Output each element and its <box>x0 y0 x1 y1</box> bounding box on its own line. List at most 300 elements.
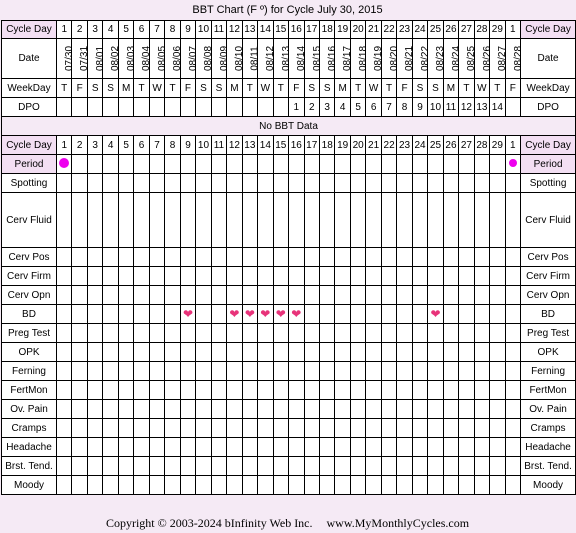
dpo-cell <box>273 98 288 117</box>
cerv-firm-cell <box>459 267 474 286</box>
spotting-label-right: Spotting <box>521 174 576 193</box>
brst-tend-cell <box>289 457 304 476</box>
bd-cell <box>459 305 474 324</box>
period-cell <box>412 155 427 174</box>
ov-pain-cell <box>180 400 195 419</box>
preg-test-cell <box>490 324 505 343</box>
cycle-day-2-cell: 4 <box>103 136 118 155</box>
weekday-cell: W <box>366 79 381 98</box>
brst-tend-cell <box>72 457 87 476</box>
cramps-cell <box>149 419 164 438</box>
ferning-cell <box>149 362 164 381</box>
cycle-day-2-cell: 8 <box>165 136 180 155</box>
period-label-left: Period <box>2 155 57 174</box>
cycle-day-2-cell: 9 <box>180 136 195 155</box>
cerv-pos-cell <box>149 248 164 267</box>
cerv-opn-cell <box>459 286 474 305</box>
dpo-cell: 11 <box>443 98 458 117</box>
headache-cell <box>258 438 273 457</box>
cerv-firm-cell <box>72 267 87 286</box>
brst-tend-cell <box>397 457 412 476</box>
period-cell <box>505 155 520 174</box>
cerv-pos-cell <box>474 248 489 267</box>
fertmon-label-right: FertMon <box>521 381 576 400</box>
opk-cell <box>118 343 133 362</box>
weekday-label-left: WeekDay <box>2 79 57 98</box>
dpo-cell <box>57 98 72 117</box>
ov-pain-cell <box>304 400 319 419</box>
cerv-firm-cell <box>165 267 180 286</box>
cerv-firm-cell <box>397 267 412 286</box>
spotting-cell <box>72 174 87 193</box>
dpo-cell: 4 <box>335 98 350 117</box>
moody-label-right: Moody <box>521 476 576 495</box>
cerv-opn-cell <box>258 286 273 305</box>
weekday-cell: M <box>227 79 242 98</box>
preg-test-cell <box>118 324 133 343</box>
fertmon-cell <box>428 381 443 400</box>
preg-test-cell <box>381 324 396 343</box>
cramps-cell <box>72 419 87 438</box>
date-text: 08/12 <box>265 45 277 72</box>
cerv-opn-cell <box>490 286 505 305</box>
moody-cell <box>428 476 443 495</box>
spotting-cell <box>381 174 396 193</box>
cramps-cell <box>443 419 458 438</box>
dpo-label-right: DPO <box>521 98 576 117</box>
cerv-fluid-cell <box>211 193 226 248</box>
headache-cell <box>118 438 133 457</box>
cycle-day-2-cell: 2 <box>72 136 87 155</box>
date-cell <box>57 39 76 79</box>
moody-cell <box>289 476 304 495</box>
opk-cell <box>134 343 149 362</box>
fertmon-cell <box>196 381 211 400</box>
cerv-pos-label-right: Cerv Pos <box>521 248 576 267</box>
cerv-fluid-cell <box>381 193 396 248</box>
cycle-day-cell: 18 <box>319 21 334 39</box>
period-cell <box>459 155 474 174</box>
moody-cell <box>134 476 149 495</box>
fertmon-row <box>2 381 576 400</box>
cerv-fluid-cell <box>335 193 350 248</box>
cerv-pos-cell <box>165 248 180 267</box>
fertmon-cell <box>165 381 180 400</box>
cerv-fluid-cell <box>289 193 304 248</box>
date-text: 08/18 <box>357 45 369 72</box>
fertmon-cell <box>335 381 350 400</box>
cerv-opn-cell <box>211 286 226 305</box>
cerv-fluid-cell <box>474 193 489 248</box>
spotting-cell <box>428 174 443 193</box>
cerv-pos-cell <box>304 248 319 267</box>
preg-test-cell <box>428 324 443 343</box>
weekday-cell: S <box>304 79 319 98</box>
moody-cell <box>242 476 257 495</box>
preg-test-label-left: Preg Test <box>2 324 57 343</box>
period-cell <box>103 155 118 174</box>
dpo-cell: 10 <box>428 98 443 117</box>
headache-cell <box>165 438 180 457</box>
moody-cell <box>459 476 474 495</box>
heart-icon: ❤ <box>275 306 286 321</box>
spotting-cell <box>335 174 350 193</box>
cramps-cell <box>134 419 149 438</box>
cerv-opn-label-right: Cerv Opn <box>521 286 576 305</box>
dpo-cell: 9 <box>412 98 427 117</box>
cycle-day-cell: 26 <box>443 21 458 39</box>
headache-cell <box>490 438 505 457</box>
dpo-cell <box>118 98 133 117</box>
weekday-cell: F <box>505 79 520 98</box>
cycle-day-2-label-left: Cycle Day <box>2 136 57 155</box>
period-cell <box>289 155 304 174</box>
ferning-cell <box>304 362 319 381</box>
cerv-opn-cell <box>350 286 365 305</box>
headache-label-left: Headache <box>2 438 57 457</box>
spotting-cell <box>319 174 334 193</box>
period-cell <box>149 155 164 174</box>
brst-tend-cell <box>335 457 350 476</box>
cramps-cell <box>227 419 242 438</box>
cycle-day-2-cell: 12 <box>227 136 242 155</box>
dpo-cell <box>72 98 87 117</box>
ov-pain-row <box>2 400 576 419</box>
brst-tend-cell <box>366 457 381 476</box>
opk-cell <box>474 343 489 362</box>
cycle-day-cell: 11 <box>211 21 226 39</box>
moody-cell <box>335 476 350 495</box>
period-cell <box>474 155 489 174</box>
date-row <box>2 39 576 79</box>
headache-cell <box>459 438 474 457</box>
cramps-cell <box>335 419 350 438</box>
cramps-cell <box>366 419 381 438</box>
preg-test-cell <box>242 324 257 343</box>
period-cell <box>242 155 257 174</box>
cerv-opn-cell <box>335 286 350 305</box>
cerv-fluid-cell <box>258 193 273 248</box>
weekday-cell: T <box>381 79 396 98</box>
period-cell <box>490 155 505 174</box>
headache-cell <box>350 438 365 457</box>
fertmon-label-left: FertMon <box>2 381 57 400</box>
ferning-cell <box>366 362 381 381</box>
cerv-fluid-cell <box>149 193 164 248</box>
cerv-pos-cell <box>459 248 474 267</box>
fertmon-cell <box>103 381 118 400</box>
bd-cell <box>412 305 427 324</box>
headache-cell <box>428 438 443 457</box>
cramps-cell <box>304 419 319 438</box>
weekday-row <box>2 79 576 98</box>
dpo-cell <box>505 98 520 117</box>
bd-cell <box>289 305 304 324</box>
headache-cell <box>134 438 149 457</box>
spotting-row <box>2 174 576 193</box>
cycle-day-2-cell: 21 <box>366 136 381 155</box>
preg-test-cell <box>474 324 489 343</box>
cramps-cell <box>289 419 304 438</box>
cerv-fluid-cell <box>304 193 319 248</box>
period-cell <box>304 155 319 174</box>
fertmon-cell <box>366 381 381 400</box>
cerv-opn-label-left: Cerv Opn <box>2 286 57 305</box>
bd-label-right: BD <box>521 305 576 324</box>
cerv-pos-cell <box>87 248 102 267</box>
cerv-opn-cell <box>87 286 102 305</box>
cerv-pos-cell <box>242 248 257 267</box>
cycle-day-2-cell: 20 <box>350 136 365 155</box>
cerv-opn-cell <box>180 286 195 305</box>
period-row <box>2 155 576 174</box>
moody-cell <box>211 476 226 495</box>
cerv-firm-cell <box>87 267 102 286</box>
cerv-pos-cell <box>273 248 288 267</box>
ov-pain-cell <box>118 400 133 419</box>
cerv-pos-label-left: Cerv Pos <box>2 248 57 267</box>
opk-cell <box>273 343 288 362</box>
cerv-opn-cell <box>397 286 412 305</box>
heart-icon: ❤ <box>260 306 271 321</box>
period-cell <box>443 155 458 174</box>
date-text: 08/15 <box>311 45 323 72</box>
weekday-cell: F <box>289 79 304 98</box>
cycle-grid <box>1 20 576 495</box>
preg-test-cell <box>149 324 164 343</box>
ferning-cell <box>428 362 443 381</box>
weekday-cell: T <box>490 79 505 98</box>
brst-tend-cell <box>180 457 195 476</box>
spotting-cell <box>227 174 242 193</box>
spotting-cell <box>87 174 102 193</box>
cycle-day-cell: 7 <box>149 21 164 39</box>
cycle-day-cell: 16 <box>289 21 304 39</box>
ov-pain-cell <box>490 400 505 419</box>
cerv-firm-cell <box>227 267 242 286</box>
weekday-cell: S <box>196 79 211 98</box>
headache-cell <box>211 438 226 457</box>
moody-cell <box>196 476 211 495</box>
cerv-opn-cell <box>366 286 381 305</box>
cerv-firm-cell <box>180 267 195 286</box>
period-cell <box>258 155 273 174</box>
cycle-day-2-cell: 17 <box>304 136 319 155</box>
dpo-cell <box>211 98 226 117</box>
cerv-fluid-cell <box>87 193 102 248</box>
cerv-opn-row <box>2 286 576 305</box>
ov-pain-cell <box>459 400 474 419</box>
cycle-day-cell: 29 <box>490 21 505 39</box>
cycle-day-2-cell: 18 <box>319 136 334 155</box>
spotting-cell <box>459 174 474 193</box>
cerv-opn-cell <box>505 286 520 305</box>
period-cell <box>397 155 412 174</box>
moody-cell <box>118 476 133 495</box>
cerv-fluid-cell <box>505 193 520 248</box>
date-text: 08/27 <box>497 45 509 72</box>
opk-cell <box>459 343 474 362</box>
bd-cell <box>72 305 87 324</box>
cycle-day-cell: 4 <box>103 21 118 39</box>
cerv-fluid-cell <box>227 193 242 248</box>
bd-cell <box>103 305 118 324</box>
brst-tend-cell <box>196 457 211 476</box>
weekday-cell: F <box>180 79 195 98</box>
period-cell <box>180 155 195 174</box>
dpo-cell: 12 <box>459 98 474 117</box>
cerv-fluid-cell <box>397 193 412 248</box>
cycle-day-2-cell: 27 <box>459 136 474 155</box>
date-text: 08/08 <box>203 45 215 72</box>
ferning-cell <box>350 362 365 381</box>
bd-cell <box>397 305 412 324</box>
cerv-opn-cell <box>242 286 257 305</box>
bd-cell <box>87 305 102 324</box>
weekday-cell: S <box>87 79 102 98</box>
preg-test-cell <box>134 324 149 343</box>
headache-cell <box>227 438 242 457</box>
period-cell <box>72 155 87 174</box>
brst-tend-cell <box>149 457 164 476</box>
cerv-fluid-cell <box>459 193 474 248</box>
period-cell <box>118 155 133 174</box>
opk-cell <box>242 343 257 362</box>
date-text: 08/24 <box>450 45 462 72</box>
preg-test-row <box>2 324 576 343</box>
fertmon-cell <box>211 381 226 400</box>
cycle-day-2-cell: 23 <box>397 136 412 155</box>
date-text: 08/02 <box>110 45 122 72</box>
cycle-day-cell: 28 <box>474 21 489 39</box>
fertmon-cell <box>258 381 273 400</box>
cycle-day-cell: 20 <box>350 21 365 39</box>
cerv-opn-cell <box>165 286 180 305</box>
cycle-day-cell: 5 <box>118 21 133 39</box>
cerv-fluid-cell <box>242 193 257 248</box>
cerv-opn-cell <box>443 286 458 305</box>
cerv-opn-cell <box>72 286 87 305</box>
heart-icon: ❤ <box>244 306 255 321</box>
dpo-cell: 2 <box>304 98 319 117</box>
ov-pain-cell <box>134 400 149 419</box>
no-bbt-banner: No BBT Data <box>2 117 576 136</box>
ferning-cell <box>490 362 505 381</box>
fertmon-cell <box>505 381 520 400</box>
cerv-opn-cell <box>428 286 443 305</box>
moody-cell <box>304 476 319 495</box>
cerv-pos-cell <box>103 248 118 267</box>
bd-cell <box>57 305 72 324</box>
date-text: 08/09 <box>218 45 230 72</box>
dpo-label-left: DPO <box>2 98 57 117</box>
opk-row <box>2 343 576 362</box>
headache-cell <box>289 438 304 457</box>
cycle-day-2-cell: 19 <box>335 136 350 155</box>
opk-label-right: OPK <box>521 343 576 362</box>
cerv-firm-cell <box>366 267 381 286</box>
opk-cell <box>227 343 242 362</box>
weekday-cell: T <box>273 79 288 98</box>
cerv-firm-cell <box>258 267 273 286</box>
weekday-cell: W <box>258 79 273 98</box>
cycle-day-2-cell: 24 <box>412 136 427 155</box>
cerv-fluid-cell <box>366 193 381 248</box>
cerv-firm-cell <box>505 267 520 286</box>
fertmon-cell <box>490 381 505 400</box>
cerv-fluid-row <box>2 193 576 248</box>
fertmon-cell <box>227 381 242 400</box>
ov-pain-cell <box>149 400 164 419</box>
headache-cell <box>366 438 381 457</box>
cycle-day-label-right: Cycle Day <box>521 21 576 39</box>
ov-pain-cell <box>273 400 288 419</box>
cramps-cell <box>118 419 133 438</box>
weekday-cell: S <box>103 79 118 98</box>
footer <box>0 514 575 533</box>
ferning-cell <box>180 362 195 381</box>
cycle-day-cell: 24 <box>412 21 427 39</box>
cycle-day-cell: 21 <box>366 21 381 39</box>
cerv-firm-label-left: Cerv Firm <box>2 267 57 286</box>
spotting-cell <box>273 174 288 193</box>
headache-cell <box>505 438 520 457</box>
opk-cell <box>350 343 365 362</box>
ov-pain-cell <box>227 400 242 419</box>
headache-cell <box>443 438 458 457</box>
bd-cell <box>165 305 180 324</box>
weekday-cell: S <box>319 79 334 98</box>
bd-row <box>2 305 576 324</box>
cramps-cell <box>180 419 195 438</box>
brst-tend-cell <box>273 457 288 476</box>
brst-tend-cell <box>474 457 489 476</box>
cycle-day-2-cell: 11 <box>211 136 226 155</box>
ov-pain-label-right: Ov. Pain <box>521 400 576 419</box>
bd-cell <box>350 305 365 324</box>
brst-tend-label-left: Brst. Tend. <box>2 457 57 476</box>
cerv-pos-cell <box>412 248 427 267</box>
ov-pain-cell <box>57 400 72 419</box>
moody-cell <box>273 476 288 495</box>
ov-pain-cell <box>474 400 489 419</box>
weekday-cell: M <box>335 79 350 98</box>
ferning-cell <box>103 362 118 381</box>
ov-pain-cell <box>87 400 102 419</box>
weekday-cell: F <box>72 79 87 98</box>
date-text: 08/13 <box>280 45 292 72</box>
site-link[interactable]: www.MyMonthlyCycles.com <box>326 516 470 530</box>
cerv-firm-cell <box>134 267 149 286</box>
heart-icon: ❤ <box>182 306 194 321</box>
date-text: 08/11 <box>249 46 261 71</box>
cerv-fluid-cell <box>134 193 149 248</box>
cycle-day-2-cell: 25 <box>428 136 443 155</box>
cerv-fluid-cell <box>118 193 133 248</box>
cerv-firm-cell <box>196 267 211 286</box>
cerv-fluid-cell <box>72 193 87 248</box>
cramps-cell <box>273 419 288 438</box>
bd-label-left: BD <box>2 305 57 324</box>
fertmon-cell <box>443 381 458 400</box>
date-text: 08/03 <box>125 45 137 72</box>
opk-cell <box>412 343 427 362</box>
cerv-fluid-label-left: Cerv Fluid <box>2 193 57 248</box>
date-text: 08/05 <box>156 45 168 72</box>
cerv-pos-row <box>2 248 576 267</box>
weekday-cell: T <box>350 79 365 98</box>
opk-label-left: OPK <box>2 343 57 362</box>
